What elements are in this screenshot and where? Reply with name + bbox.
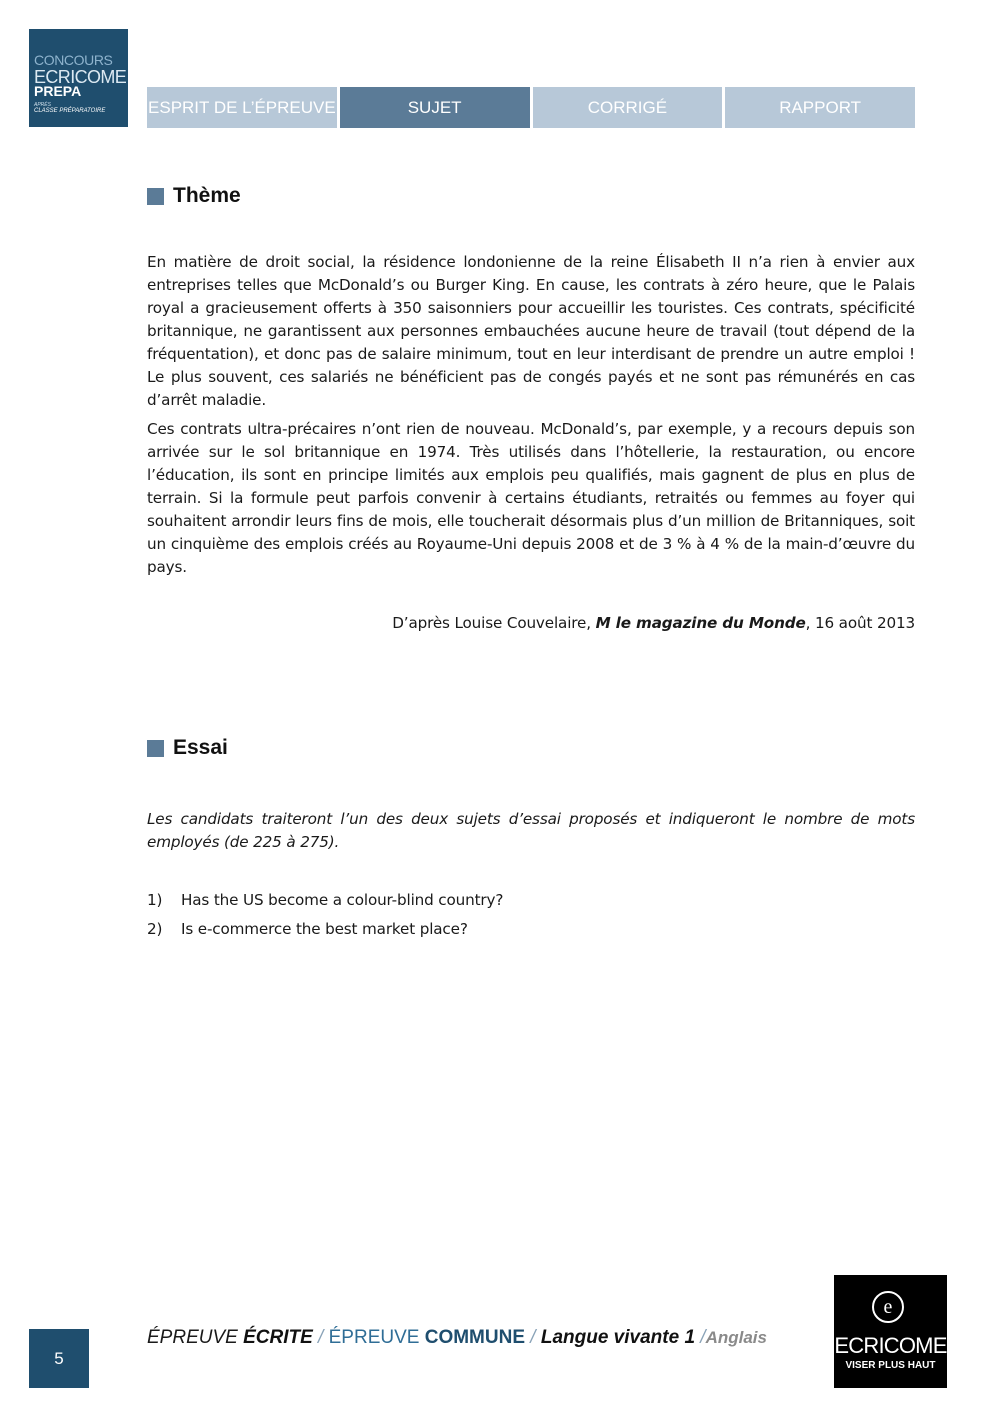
tab-rapport[interactable]: RAPPORT	[725, 87, 915, 128]
essai-heading-label: Essai	[173, 736, 228, 759]
source-citation	[147, 612, 915, 635]
logo-line-concours: CONCOURS	[34, 52, 113, 68]
logo-line-classe: CLASSE PRÉPARATOIRE	[34, 108, 106, 114]
question-text: Has the US become a colour-blind country?	[181, 891, 504, 909]
footer-separator: /	[695, 1327, 706, 1348]
question-number: 1)	[147, 891, 163, 909]
question-number: 2)	[147, 920, 163, 938]
question-text: Is e-commerce the best market place?	[181, 920, 468, 938]
brand-name: ECRICOME	[834, 1333, 947, 1358]
section-tabs	[147, 87, 915, 128]
footer-epreuve-commune-prefix: ÉPREUVE	[328, 1327, 425, 1348]
ecricome-e-icon	[871, 1290, 905, 1324]
essai-heading	[147, 736, 228, 760]
theme-heading-label: Thème	[173, 184, 241, 207]
tab-corrige[interactable]: CORRIGÉ	[533, 87, 723, 128]
essai-instructions: Les candidats traiteront l’un des deux sujets d’essai proposés et indiqueront le nombre de mots employés (de 225 à 275).	[147, 810, 915, 851]
logo-line-prepa: PREPA	[34, 83, 82, 99]
theme-paragraph: En matière de droit social, la résidence londonienne de la reine Élisabeth II n’a rien à envier aux entreprises telles que McDonald’s ou Burger King. En cause, les contrats à zéro heure, que le Palais royal a gracieusement offerts à 350 saisonniers pour accueillir les touristes. Ces contrats, spécificité britannique, ne garantissent aux personnes embauchées aucune heure de travail (tout dépend de la fréquentation), et donc pas de salaire minimum, tout en leur interdisant de prendre un autre emploi ! Le plus souvent, ces salariés ne bénéficient pas de congés payés et ne sont pas rémunérés en cas d’arrêt maladie.	[147, 253, 915, 409]
svg-text:e: e	[883, 1296, 893, 1318]
footer-langue-vivante: Langue vivante 1	[540, 1327, 696, 1348]
footer-separator: /	[312, 1327, 329, 1348]
footer-anglais: Anglais	[705, 1328, 767, 1347]
footer-epreuve: ÉPREUVE	[147, 1327, 244, 1348]
source-suffix: , 16 août 2013	[805, 614, 915, 632]
logo-line-apres: APRÈS	[34, 102, 51, 108]
ecricome-brand-logo	[834, 1275, 947, 1388]
tab-esprit-de-l-epreuve[interactable]: ESPRIT DE L’ÉPREUVE	[147, 87, 337, 128]
square-bullet-icon	[147, 740, 164, 757]
footer-breadcrumb	[147, 1326, 767, 1350]
square-bullet-icon	[147, 188, 164, 205]
source-magazine: M le magazine du Monde	[595, 614, 806, 632]
source-prefix: D’après Louise Couvelaire,	[392, 614, 596, 632]
theme-paragraph: Ces contrats ultra-précaires n’ont rien de nouveau. McDonald’s, par exemple, y a recours depuis son arrivée sur le sol britannique en 1974. Très utilisés dans l’hôtellerie, la restauration, ou encore l’éducation, ils sont en principe limités aux emplois peu qualifiés, mais gagnent de plus en plus de terrain. Si la formule peut parfois convenir à certains étudiants, retraités ou femmes au foyer qui souhaitent arrondir leurs fins de mois, elle toucherait désormais plus d’un million de Britanniques, soit un cinquième des emplois créés au Royaume-Uni depuis 2008 et de 3 % à 4 % de la main-d’œuvre du pays.	[147, 420, 915, 576]
footer-ecrite: ÉCRITE	[243, 1327, 313, 1348]
tab-sujet[interactable]: SUJET	[340, 87, 530, 128]
logo-line-ecricome: ECRICOME	[34, 67, 127, 87]
brand-tagline: VISER PLUS HAUT	[845, 1360, 936, 1371]
page-number: 5	[29, 1329, 89, 1388]
essay-question	[147, 918, 468, 941]
ecricome-prepa-logo	[29, 29, 128, 127]
footer-separator: /	[525, 1327, 541, 1348]
footer-commune: COMMUNE	[424, 1327, 525, 1348]
theme-text	[147, 251, 915, 579]
theme-heading	[147, 184, 241, 208]
essay-question	[147, 889, 503, 912]
